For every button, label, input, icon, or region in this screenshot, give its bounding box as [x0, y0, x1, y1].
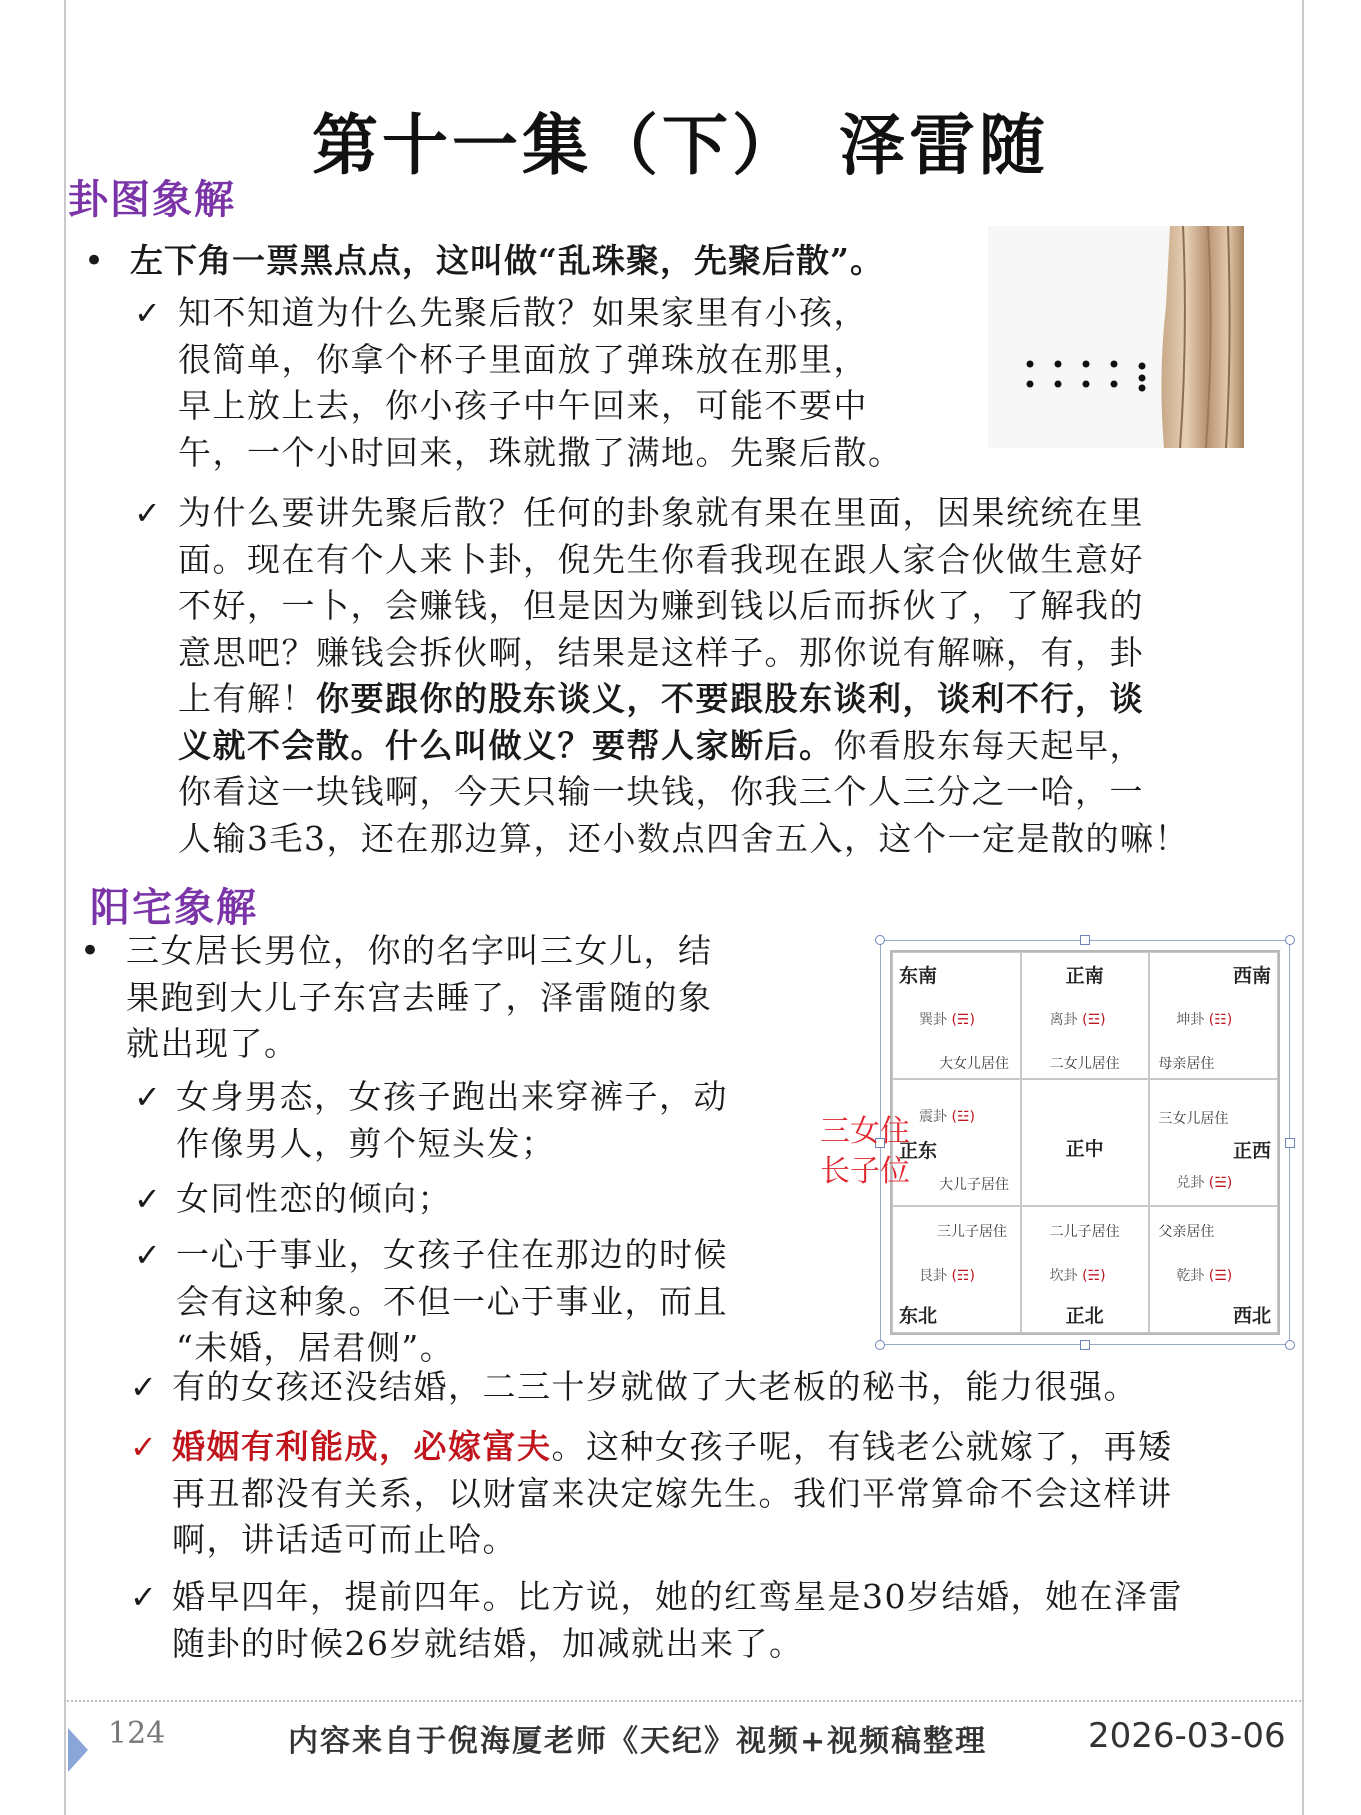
text-line: 会有这种象。不但一心于事业，而且 [176, 1281, 728, 1321]
section2-item-4 [172, 1364, 1138, 1411]
section2-bullet [126, 928, 713, 1068]
gua-label [919, 1009, 975, 1029]
direction-label: 东北 [899, 1305, 938, 1327]
trigram-icon: (☱) [1208, 1175, 1233, 1191]
gua-name: 巽卦 [919, 1012, 947, 1028]
grid-cell-south [1021, 952, 1150, 1079]
resident-label: 母亲居住 [1158, 1056, 1215, 1072]
grid-cell-southwest [1149, 952, 1278, 1079]
grid-cell-east [892, 1079, 1021, 1206]
resize-handle[interactable] [1285, 1138, 1295, 1148]
text-line: 婚早四年，提前四年。比方说，她的红鸾星是30岁结婚，她在泽雷 [172, 1577, 1183, 1616]
text-line: 不好，一卜，会赚钱，但是因为赚到钱以后而拆伙了，了解我的 [178, 586, 1144, 625]
check-icon: ✓ [130, 1368, 157, 1406]
text-line: 人输3毛3，还在那边算，还小数点四舍五入，这个一定是散的嘛！ [178, 818, 1189, 858]
text-line [178, 676, 1189, 723]
page-number: 124 [108, 1716, 166, 1751]
resident-label: 大儿子居住 [939, 1177, 1009, 1193]
text-line: 三女居长男位，你的名字叫三女儿，结 [126, 931, 713, 970]
gua-label [919, 1265, 975, 1285]
check-icon: ✓ [134, 1078, 161, 1116]
check-icon: ✓ [134, 294, 161, 332]
text-line: 女同性恋的倾向； [176, 1179, 452, 1218]
text-run-bold: 义就不会散。什么叫做义？要帮人家断后。 [178, 725, 834, 765]
gua-name: 坎卦 [1049, 1268, 1078, 1284]
text-run: 。这种女孩子呢，有钱老公就嫁了，再矮 [551, 1427, 1173, 1466]
gua-name: 坤卦 [1176, 1012, 1205, 1028]
text-line: 为什么要讲先聚后散？任何的卦象就有果在里面，因果统统在里 [178, 493, 1144, 532]
gua-name: 兑卦 [1176, 1175, 1205, 1191]
section-heading-yang-zhai: 阳宅象解 [90, 884, 258, 931]
text-line: 午，一个小时回来，珠就撒了满地。先聚后散。 [178, 432, 903, 472]
text-run: 上有解！ [178, 679, 316, 718]
direction-label: 东南 [899, 965, 938, 987]
text-line: 果跑到大儿子东宫去睡了，泽雷随的象 [126, 977, 713, 1017]
direction-label: 西北 [1232, 1305, 1271, 1327]
text-line: 知不知道为什么先聚后散？如果家里有小孩， [178, 293, 868, 332]
gua-label [1176, 1172, 1232, 1192]
check-icon: ✓ [130, 1428, 157, 1466]
text-line: 面。现在有个人来卜卦，倪先生你看我现在跟人家合伙做生意好 [178, 539, 1144, 579]
section2-item-5 [172, 1424, 1173, 1564]
direction-label: 正中 [1065, 1138, 1104, 1160]
footer-date: 2026-03-06 [1088, 1716, 1286, 1756]
gua-label [1050, 1265, 1106, 1285]
text-line: 一心于事业，女孩子住在那边的时候 [176, 1235, 728, 1274]
section2-item-6 [172, 1574, 1183, 1667]
grid-side-annotation [820, 1112, 910, 1192]
trigram-icon: (☴) [951, 1012, 975, 1028]
resident-label: 大女儿居住 [939, 1056, 1009, 1072]
gua-label [1176, 1265, 1232, 1285]
section-heading-gua-tu: 卦图象解 [68, 176, 236, 223]
gua-name: 离卦 [1049, 1012, 1078, 1028]
check-icon: ✓ [134, 1180, 161, 1218]
grid-cell-southeast [892, 952, 1021, 1079]
trigram-icon: (☶) [951, 1268, 975, 1284]
resize-handle[interactable] [1080, 1340, 1090, 1350]
text-line: 有的女孩还没结婚，二三十岁就做了大老板的秘书，能力很强。 [172, 1367, 1138, 1406]
text-line: 作像男人，剪个短头发； [176, 1123, 556, 1163]
trigram-icon: (☰) [1208, 1268, 1233, 1284]
gua-name: 艮卦 [919, 1268, 947, 1284]
bullet-mark: • [80, 931, 101, 971]
resident-label: 二儿子居住 [1049, 1224, 1120, 1240]
trigram-icon: (☵) [1082, 1268, 1106, 1284]
source-note: 内容来自于倪海厦老师《天纪》视频+视频稿整理 [288, 1724, 988, 1759]
annotation-line: 三女住 [820, 1114, 910, 1149]
text-line: 你看这一块钱啊，今天只输一块钱，你我三个人三分之一哈，一 [178, 772, 1144, 811]
grid-cell-north [1021, 1206, 1150, 1333]
resize-handle[interactable] [875, 935, 885, 945]
footer-divider [64, 1700, 1304, 1702]
text-line: 女身男态，女孩子跑出来穿裤子，动 [176, 1077, 728, 1116]
section1-item-1 [178, 290, 903, 476]
bagua-table [890, 950, 1280, 1335]
bullet-mark: • [84, 241, 105, 281]
direction-label: 正西 [1232, 1140, 1271, 1162]
gua-name: 震卦 [919, 1109, 947, 1125]
direction-label: 正南 [1065, 965, 1104, 987]
gua-label [919, 1106, 975, 1126]
annotation-line: 长子位 [820, 1154, 910, 1189]
check-icon: ✓ [130, 1578, 157, 1616]
section1-item-2 [178, 490, 1189, 862]
trigram-icon: (☷) [1208, 1012, 1233, 1028]
section1-bullet: 左下角一票黑点点，这叫做“乱珠聚，先聚后散”。 [130, 241, 884, 280]
gua-name: 乾卦 [1176, 1268, 1205, 1284]
direction-label: 正北 [1065, 1305, 1104, 1327]
text-line [178, 723, 1189, 770]
grid-cell-northwest [1149, 1206, 1278, 1333]
resident-label: 三女儿居住 [1158, 1111, 1229, 1127]
grid-cell-west [1149, 1079, 1278, 1206]
text-line: 啊，讲话适可而止哈。 [172, 1520, 517, 1559]
triangle-arrow-icon [68, 1728, 88, 1772]
page-title: 第十一集（下） 泽雷随 [312, 106, 1049, 184]
gua-label [1176, 1009, 1232, 1029]
resident-label: 三儿子居住 [937, 1224, 1007, 1240]
resize-handle[interactable] [1285, 1340, 1295, 1350]
direction-label: 正东 [899, 1140, 938, 1162]
grid-cell-center [1021, 1079, 1150, 1206]
text-line: 早上放上去，你小孩子中午回来，可能不要中 [178, 386, 868, 425]
text-line: 随卦的时候26岁就结婚，加减就出来了。 [172, 1623, 804, 1663]
text-run-bold: 你要跟你的股东谈义，不要跟股东谈利，谈利不行，谈 [316, 679, 1144, 718]
house-bagua-grid[interactable] [880, 940, 1290, 1345]
section2-item-3 [176, 1232, 728, 1372]
check-icon: ✓ [134, 494, 161, 532]
trigram-icon: (☲) [1082, 1012, 1106, 1028]
resize-handle[interactable] [1080, 935, 1090, 945]
resize-handle[interactable] [1285, 935, 1295, 945]
text-line: “未婚，居君侧”。 [176, 1328, 455, 1367]
resize-handle[interactable] [875, 1340, 885, 1350]
resident-label: 二女儿居住 [1049, 1056, 1120, 1072]
trigram-icon: (☳) [951, 1109, 975, 1125]
text-line [172, 1424, 1173, 1471]
text-line: 很简单，你拿个杯子里面放了弹珠放在那里， [178, 339, 868, 379]
text-line: 再丑都没有关系，以财富来决定嫁先生。我们平常算命不会这样讲 [172, 1473, 1173, 1513]
bead-illustration-image [988, 226, 1244, 448]
check-icon: ✓ [134, 1236, 161, 1274]
text-line: 就出现了。 [126, 1024, 299, 1063]
text-run: 你看股东每天起早， [833, 725, 1144, 765]
resident-label: 父亲居住 [1158, 1224, 1215, 1240]
text-line: 意思吧？赚钱会拆伙啊，结果是这样子。那你说有解嘛，有，卦 [178, 632, 1144, 672]
direction-label: 西南 [1232, 965, 1271, 987]
section2-item-1 [176, 1074, 728, 1167]
section2-item-2 [176, 1176, 452, 1223]
highlight-text: 婚姻有利能成，必嫁富夫 [172, 1427, 552, 1466]
grid-cell-northeast [892, 1206, 1021, 1333]
gua-label [1050, 1009, 1106, 1029]
